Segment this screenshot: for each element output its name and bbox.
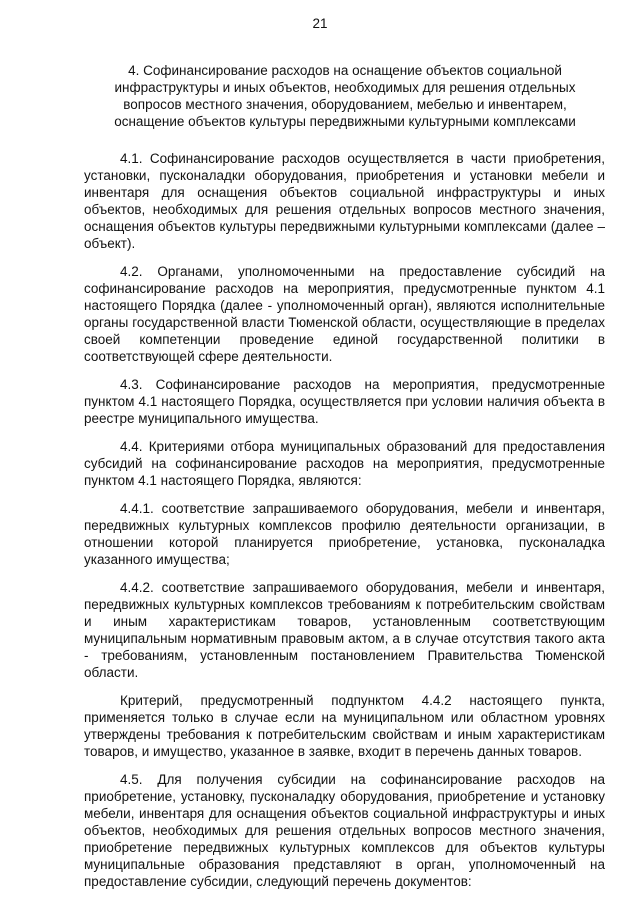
- page-number: 21: [312, 16, 328, 31]
- paragraph-4-4-1: 4.4.1. соответствие запрашиваемого оборудования, мебели и инвентаря, передвижных культурных комплексов профилю деятельности организации, в отношении которой планируется приобретение, установка, пусконаладка указанного имущества;: [84, 501, 605, 567]
- paragraph-4-3: 4.3. Софинансирование расходов на мероприятия, предусмотренные пунктом 4.1 настоящего Порядка, осуществляется при условии наличия объекта в реестре муниципального имущества.: [84, 377, 605, 426]
- document-body: [84, 150, 605, 901]
- section-title: 4. Софинансирование расходов на оснащение объектов социальной инфраструктуры и иных объектов, необходимых для решения отдельных вопросов местного значения, оборудованием, мебелью и инвентарем, оснащение объектов культуры передвижными культурными комплексами: [114, 63, 576, 129]
- paragraph-4-1: 4.1. Софинансирование расходов осуществляется в части приобретения, установки, пусконаладки оборудования, приобретения и установки мебели и инвентаря для оснащения объектов социальной инфраструктуры и иных объектов, необходимых для решения отдельных вопросов местного значения, оснащения объектов культуры передвижными культурными комплексами (далее – объект).: [84, 151, 605, 251]
- paragraph-4-4: 4.4. Критериями отбора муниципальных образований для предоставления субсидий на софинансирование расходов на мероприятия, предусмотренные пунктом 4.1 настоящего Порядка, являются:: [84, 439, 605, 488]
- paragraph-4-5: 4.5. Для получения субсидии на софинансирование расходов на приобретение, установку, пусконаладку оборудования, приобретение и установку мебели, инвентаря для оснащения объектов социальной инфраструктуры и иных объектов, необходимых для решения отдельных вопросов местного значения, приобретение передвижных культурных комплексов для объектов культуры муниципальные образования представляют в орган, уполномоченный на предоставление субсидии, следующий перечень документов:: [84, 772, 605, 889]
- paragraph-4-2: 4.2. Органами, уполномоченными на предоставление субсидий на софинансирование расходов на мероприятия, предусмотренные пунктом 4.1 настоящего Порядка (далее - уполномоченный орган), являются исполнительные органы государственной власти Тюменской области, осуществляющие в пределах своей компетенции проведение единой государственной политики в соответствующей сфере деятельности.: [84, 264, 605, 364]
- paragraph-criterion-note: Критерий, предусмотренный подпунктом 4.4.2 настоящего пункта, применяется только в случае если на муниципальном или областном уровнях утверждены требования к потребительским свойствам и иным характеристикам товаров, и имущество, указанное в заявке, входит в перечень данных товаров.: [84, 693, 605, 759]
- paragraph-4-4-2: 4.4.2. соответствие запрашиваемого оборудования, мебели и инвентаря, передвижных культурных комплексов требованиям к потребительским свойствам и иным характеристикам товаров, установленным соответствующим муниципальным нормативным правовым актом, а в случае отсутствия такого акта - требованиям, установленным постановлением Правительства Тюменской области.: [84, 580, 605, 680]
